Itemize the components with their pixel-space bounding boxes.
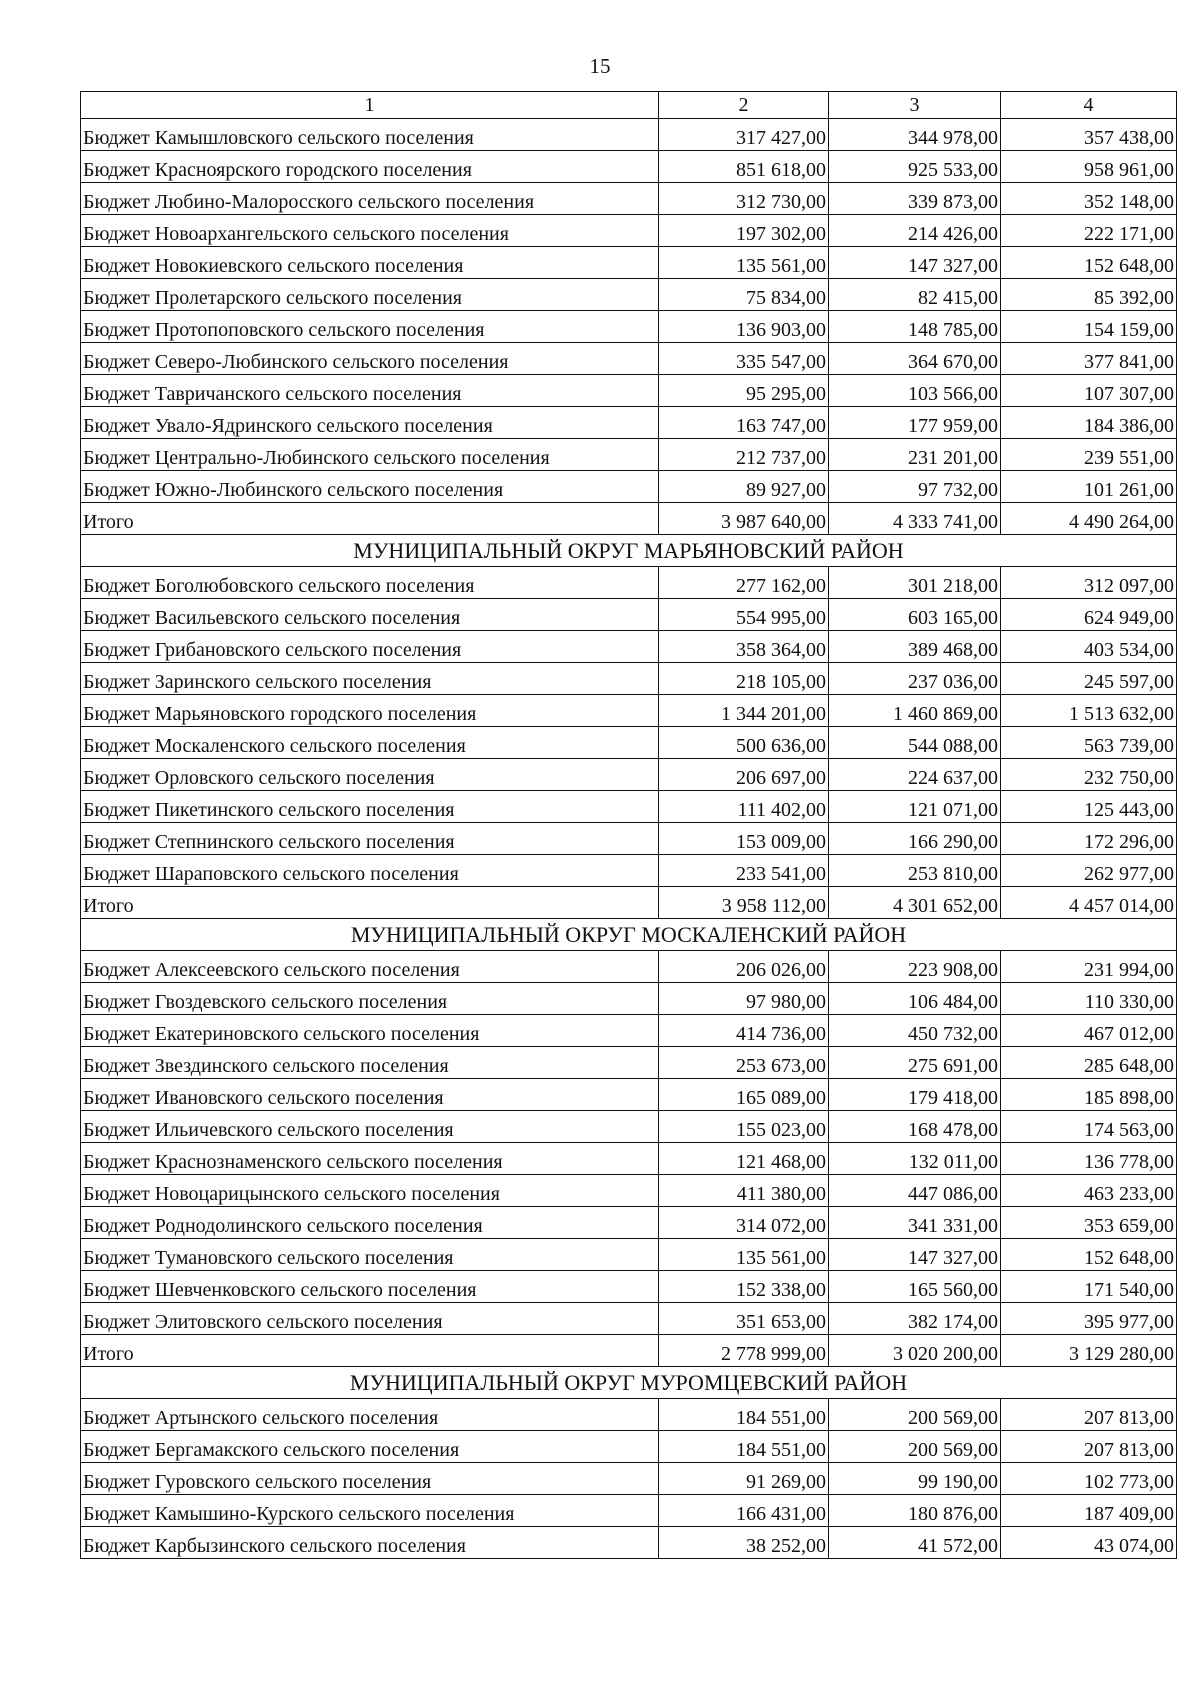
- amount-cell-col2: 314 072,00: [659, 1207, 829, 1239]
- budget-name-cell: Бюджет Алексеевского сельского поселения: [81, 951, 659, 983]
- amount-cell-col3: 544 088,00: [829, 727, 1001, 759]
- table-row: [81, 1239, 1177, 1271]
- column-header: 4: [1001, 92, 1177, 119]
- column-header: 3: [829, 92, 1001, 119]
- amount-cell-col4: 174 563,00: [1001, 1111, 1177, 1143]
- table-row: [81, 823, 1177, 855]
- amount-cell-col3: 4 301 652,00: [829, 887, 1001, 919]
- amount-cell-col3: 341 331,00: [829, 1207, 1001, 1239]
- amount-cell-col3: 166 290,00: [829, 823, 1001, 855]
- amount-cell-col4: 207 813,00: [1001, 1399, 1177, 1431]
- table-row: [81, 183, 1177, 215]
- amount-cell-col3: 389 468,00: [829, 631, 1001, 663]
- budget-name-cell: Бюджет Новоархангельского сельского поселения: [81, 215, 659, 247]
- amount-cell-col4: 231 994,00: [1001, 951, 1177, 983]
- amount-cell-col3: 603 165,00: [829, 599, 1001, 631]
- amount-cell-col2: 184 551,00: [659, 1431, 829, 1463]
- amount-cell-col3: 41 572,00: [829, 1527, 1001, 1559]
- amount-cell-col4: 377 841,00: [1001, 343, 1177, 375]
- amount-cell-col4: 185 898,00: [1001, 1079, 1177, 1111]
- budget-name-cell: Бюджет Екатериновского сельского поселения: [81, 1015, 659, 1047]
- budget-name-cell: Бюджет Увало-Ядринского сельского поселения: [81, 407, 659, 439]
- amount-cell-col4: 154 159,00: [1001, 311, 1177, 343]
- column-header: 1: [81, 92, 659, 119]
- amount-cell-col3: 1 460 869,00: [829, 695, 1001, 727]
- amount-cell-col3: 97 732,00: [829, 471, 1001, 503]
- amount-cell-col3: 165 560,00: [829, 1271, 1001, 1303]
- amount-cell-col3: 447 086,00: [829, 1175, 1001, 1207]
- budget-name-cell: Бюджет Степнинского сельского поселения: [81, 823, 659, 855]
- amount-cell-col4: 4 490 264,00: [1001, 503, 1177, 535]
- amount-cell-col3: 200 569,00: [829, 1399, 1001, 1431]
- amount-cell-col3: 179 418,00: [829, 1079, 1001, 1111]
- table-row: [81, 599, 1177, 631]
- budget-name-cell: Бюджет Васильевского сельского поселения: [81, 599, 659, 631]
- budget-name-cell: Бюджет Тавричанского сельского поселения: [81, 375, 659, 407]
- section-heading: МУНИЦИПАЛЬНЫЙ ОКРУГ МАРЬЯНОВСКИЙ РАЙОН: [81, 535, 1177, 567]
- budget-name-cell: Бюджет Боголюбовского сельского поселения: [81, 567, 659, 599]
- amount-cell-col2: 75 834,00: [659, 279, 829, 311]
- amount-cell-col3: 148 785,00: [829, 311, 1001, 343]
- amount-cell-col4: 85 392,00: [1001, 279, 1177, 311]
- budget-name-cell: Бюджет Орловского сельского поселения: [81, 759, 659, 791]
- budget-name-cell: Бюджет Шараповского сельского поселения: [81, 855, 659, 887]
- amount-cell-col4: 184 386,00: [1001, 407, 1177, 439]
- table-row: [81, 247, 1177, 279]
- amount-cell-col3: 132 011,00: [829, 1143, 1001, 1175]
- amount-cell-col2: 3 958 112,00: [659, 887, 829, 919]
- budget-name-cell: Бюджет Москаленского сельского поселения: [81, 727, 659, 759]
- table-row: [81, 151, 1177, 183]
- amount-cell-col2: 97 980,00: [659, 983, 829, 1015]
- table-row: [81, 343, 1177, 375]
- amount-cell-col4: 107 307,00: [1001, 375, 1177, 407]
- amount-cell-col3: 214 426,00: [829, 215, 1001, 247]
- amount-cell-col4: 958 961,00: [1001, 151, 1177, 183]
- amount-cell-col2: 135 561,00: [659, 247, 829, 279]
- amount-cell-col2: 165 089,00: [659, 1079, 829, 1111]
- section-heading-row: [81, 919, 1177, 951]
- amount-cell-col3: 200 569,00: [829, 1431, 1001, 1463]
- amount-cell-col4: 353 659,00: [1001, 1207, 1177, 1239]
- amount-cell-col3: 3 020 200,00: [829, 1335, 1001, 1367]
- total-row: [81, 887, 1177, 919]
- amount-cell-col4: 624 949,00: [1001, 599, 1177, 631]
- amount-cell-col3: 301 218,00: [829, 567, 1001, 599]
- budget-name-cell: Бюджет Элитовского сельского поселения: [81, 1303, 659, 1335]
- section-heading: МУНИЦИПАЛЬНЫЙ ОКРУГ МУРОМЦЕВСКИЙ РАЙОН: [81, 1367, 1177, 1399]
- amount-cell-col2: 89 927,00: [659, 471, 829, 503]
- amount-cell-col4: 1 513 632,00: [1001, 695, 1177, 727]
- amount-cell-col3: 168 478,00: [829, 1111, 1001, 1143]
- amount-cell-col2: 166 431,00: [659, 1495, 829, 1527]
- amount-cell-col3: 106 484,00: [829, 983, 1001, 1015]
- table-row: [81, 1207, 1177, 1239]
- table-row: [81, 1527, 1177, 1559]
- budget-name-cell: Бюджет Южно-Любинского сельского поселения: [81, 471, 659, 503]
- budget-name-cell: Бюджет Звездинского сельского поселения: [81, 1047, 659, 1079]
- amount-cell-col3: 364 670,00: [829, 343, 1001, 375]
- budget-name-cell: Бюджет Гуровского сельского поселения: [81, 1463, 659, 1495]
- amount-cell-col2: 91 269,00: [659, 1463, 829, 1495]
- budget-name-cell: Бюджет Артынского сельского поселения: [81, 1399, 659, 1431]
- amount-cell-col2: 95 295,00: [659, 375, 829, 407]
- budget-name-cell: Бюджет Ильичевского сельского поселения: [81, 1111, 659, 1143]
- amount-cell-col3: 339 873,00: [829, 183, 1001, 215]
- amount-cell-col3: 275 691,00: [829, 1047, 1001, 1079]
- amount-cell-col4: 152 648,00: [1001, 1239, 1177, 1271]
- table-row: [81, 631, 1177, 663]
- amount-cell-col4: 222 171,00: [1001, 215, 1177, 247]
- amount-cell-col2: 312 730,00: [659, 183, 829, 215]
- amount-cell-col2: 317 427,00: [659, 119, 829, 151]
- table-row: [81, 983, 1177, 1015]
- total-label: Итого: [81, 887, 659, 919]
- budget-name-cell: Бюджет Центрально-Любинского сельского поселения: [81, 439, 659, 471]
- amount-cell-col3: 121 071,00: [829, 791, 1001, 823]
- table-row: [81, 663, 1177, 695]
- table-row: [81, 1079, 1177, 1111]
- amount-cell-col2: 335 547,00: [659, 343, 829, 375]
- table-row: [81, 1303, 1177, 1335]
- amount-cell-col2: 121 468,00: [659, 1143, 829, 1175]
- section-heading-row: [81, 535, 1177, 567]
- amount-cell-col4: 43 074,00: [1001, 1527, 1177, 1559]
- table-row: [81, 1015, 1177, 1047]
- table-row: [81, 375, 1177, 407]
- section-heading-row: [81, 1367, 1177, 1399]
- amount-cell-col3: 344 978,00: [829, 119, 1001, 151]
- table-row: [81, 407, 1177, 439]
- amount-cell-col4: 101 261,00: [1001, 471, 1177, 503]
- amount-cell-col4: 152 648,00: [1001, 247, 1177, 279]
- budget-name-cell: Бюджет Ивановского сельского поселения: [81, 1079, 659, 1111]
- amount-cell-col3: 147 327,00: [829, 1239, 1001, 1271]
- amount-cell-col2: 155 023,00: [659, 1111, 829, 1143]
- table-row: [81, 1047, 1177, 1079]
- budget-name-cell: Бюджет Протопоповского сельского поселения: [81, 311, 659, 343]
- budget-name-cell: Бюджет Новокиевского сельского поселения: [81, 247, 659, 279]
- page-number: 15: [589, 54, 611, 78]
- amount-cell-col4: 4 457 014,00: [1001, 887, 1177, 919]
- amount-cell-col2: 3 987 640,00: [659, 503, 829, 535]
- amount-cell-col4: 110 330,00: [1001, 983, 1177, 1015]
- table-row: [81, 1271, 1177, 1303]
- total-row: [81, 1335, 1177, 1367]
- table-row: [81, 1399, 1177, 1431]
- amount-cell-col2: 153 009,00: [659, 823, 829, 855]
- amount-cell-col2: 851 618,00: [659, 151, 829, 183]
- amount-cell-col3: 231 201,00: [829, 439, 1001, 471]
- table-row: [81, 951, 1177, 983]
- amount-cell-col3: 180 876,00: [829, 1495, 1001, 1527]
- budget-name-cell: Бюджет Новоцарицынского сельского поселения: [81, 1175, 659, 1207]
- table-row: [81, 279, 1177, 311]
- amount-cell-col2: 1 344 201,00: [659, 695, 829, 727]
- amount-cell-col4: 239 551,00: [1001, 439, 1177, 471]
- budget-name-cell: Бюджет Гвоздевского сельского поселения: [81, 983, 659, 1015]
- amount-cell-col4: 232 750,00: [1001, 759, 1177, 791]
- table-row: [81, 759, 1177, 791]
- budget-name-cell: Бюджет Карбызинского сельского поселения: [81, 1527, 659, 1559]
- amount-cell-col3: 82 415,00: [829, 279, 1001, 311]
- total-label: Итого: [81, 1335, 659, 1367]
- amount-cell-col3: 103 566,00: [829, 375, 1001, 407]
- budget-name-cell: Бюджет Краснознаменского сельского поселения: [81, 1143, 659, 1175]
- budget-name-cell: Бюджет Тумановского сельского поселения: [81, 1239, 659, 1271]
- budget-name-cell: Бюджет Северо-Любинского сельского поселения: [81, 343, 659, 375]
- budget-name-cell: Бюджет Роднодолинского сельского поселения: [81, 1207, 659, 1239]
- amount-cell-col3: 177 959,00: [829, 407, 1001, 439]
- section-heading: МУНИЦИПАЛЬНЫЙ ОКРУГ МОСКАЛЕНСКИЙ РАЙОН: [81, 919, 1177, 951]
- table-row: [81, 311, 1177, 343]
- amount-cell-col2: 233 541,00: [659, 855, 829, 887]
- table-body: [81, 119, 1177, 1559]
- amount-cell-col2: 197 302,00: [659, 215, 829, 247]
- amount-cell-col2: 163 747,00: [659, 407, 829, 439]
- table-row: [81, 1495, 1177, 1527]
- budget-name-cell: Бюджет Любино-Малоросского сельского поселения: [81, 183, 659, 215]
- table-row: [81, 1431, 1177, 1463]
- amount-cell-col2: 111 402,00: [659, 791, 829, 823]
- table-row: [81, 119, 1177, 151]
- amount-cell-col2: 184 551,00: [659, 1399, 829, 1431]
- budget-name-cell: Бюджет Пикетинского сельского поселения: [81, 791, 659, 823]
- amount-cell-col2: 206 697,00: [659, 759, 829, 791]
- amount-cell-col4: 172 296,00: [1001, 823, 1177, 855]
- table-row: [81, 1111, 1177, 1143]
- amount-cell-col4: 463 233,00: [1001, 1175, 1177, 1207]
- amount-cell-col2: 358 364,00: [659, 631, 829, 663]
- amount-cell-col3: 237 036,00: [829, 663, 1001, 695]
- amount-cell-col4: 312 097,00: [1001, 567, 1177, 599]
- amount-cell-col4: 171 540,00: [1001, 1271, 1177, 1303]
- amount-cell-col3: 147 327,00: [829, 247, 1001, 279]
- amount-cell-col3: 382 174,00: [829, 1303, 1001, 1335]
- budget-table: [80, 91, 1177, 1559]
- amount-cell-col4: 285 648,00: [1001, 1047, 1177, 1079]
- amount-cell-col4: 3 129 280,00: [1001, 1335, 1177, 1367]
- amount-cell-col2: 206 026,00: [659, 951, 829, 983]
- table-row: [81, 567, 1177, 599]
- amount-cell-col2: 218 105,00: [659, 663, 829, 695]
- amount-cell-col3: 450 732,00: [829, 1015, 1001, 1047]
- amount-cell-col2: 2 778 999,00: [659, 1335, 829, 1367]
- column-number-row: [81, 92, 1177, 119]
- table-row: [81, 439, 1177, 471]
- amount-cell-col4: 403 534,00: [1001, 631, 1177, 663]
- table-row: [81, 1463, 1177, 1495]
- amount-cell-col2: 38 252,00: [659, 1527, 829, 1559]
- budget-name-cell: Бюджет Заринского сельского поселения: [81, 663, 659, 695]
- amount-cell-col2: 411 380,00: [659, 1175, 829, 1207]
- table-row: [81, 855, 1177, 887]
- budget-name-cell: Бюджет Бергамакского сельского поселения: [81, 1431, 659, 1463]
- budget-name-cell: Бюджет Красноярского городского поселения: [81, 151, 659, 183]
- budget-name-cell: Бюджет Шевченковского сельского поселения: [81, 1271, 659, 1303]
- budget-name-cell: Бюджет Камышино-Курского сельского поселения: [81, 1495, 659, 1527]
- amount-cell-col2: 136 903,00: [659, 311, 829, 343]
- table-row: [81, 215, 1177, 247]
- amount-cell-col4: 125 443,00: [1001, 791, 1177, 823]
- amount-cell-col4: 245 597,00: [1001, 663, 1177, 695]
- total-row: [81, 503, 1177, 535]
- amount-cell-col4: 467 012,00: [1001, 1015, 1177, 1047]
- amount-cell-col4: 136 778,00: [1001, 1143, 1177, 1175]
- table-row: [81, 1175, 1177, 1207]
- amount-cell-col2: 152 338,00: [659, 1271, 829, 1303]
- amount-cell-col4: 357 438,00: [1001, 119, 1177, 151]
- amount-cell-col2: 212 737,00: [659, 439, 829, 471]
- amount-cell-col2: 414 736,00: [659, 1015, 829, 1047]
- table-row: [81, 1143, 1177, 1175]
- amount-cell-col4: 563 739,00: [1001, 727, 1177, 759]
- budget-name-cell: Бюджет Камышловского сельского поселения: [81, 119, 659, 151]
- budget-name-cell: Бюджет Пролетарского сельского поселения: [81, 279, 659, 311]
- amount-cell-col2: 351 653,00: [659, 1303, 829, 1335]
- amount-cell-col3: 223 908,00: [829, 951, 1001, 983]
- amount-cell-col3: 253 810,00: [829, 855, 1001, 887]
- amount-cell-col4: 262 977,00: [1001, 855, 1177, 887]
- amount-cell-col4: 207 813,00: [1001, 1431, 1177, 1463]
- table-row: [81, 791, 1177, 823]
- amount-cell-col4: 395 977,00: [1001, 1303, 1177, 1335]
- amount-cell-col4: 102 773,00: [1001, 1463, 1177, 1495]
- amount-cell-col3: 224 637,00: [829, 759, 1001, 791]
- amount-cell-col4: 187 409,00: [1001, 1495, 1177, 1527]
- amount-cell-col3: 4 333 741,00: [829, 503, 1001, 535]
- amount-cell-col4: 352 148,00: [1001, 183, 1177, 215]
- amount-cell-col3: 925 533,00: [829, 151, 1001, 183]
- table-row: [81, 471, 1177, 503]
- table-row: [81, 695, 1177, 727]
- amount-cell-col2: 277 162,00: [659, 567, 829, 599]
- budget-name-cell: Бюджет Грибановского сельского поселения: [81, 631, 659, 663]
- budget-name-cell: Бюджет Марьяновского городского поселения: [81, 695, 659, 727]
- amount-cell-col3: 99 190,00: [829, 1463, 1001, 1495]
- table-row: [81, 727, 1177, 759]
- amount-cell-col2: 135 561,00: [659, 1239, 829, 1271]
- amount-cell-col2: 253 673,00: [659, 1047, 829, 1079]
- amount-cell-col2: 500 636,00: [659, 727, 829, 759]
- total-label: Итого: [81, 503, 659, 535]
- amount-cell-col2: 554 995,00: [659, 599, 829, 631]
- column-header: 2: [659, 92, 829, 119]
